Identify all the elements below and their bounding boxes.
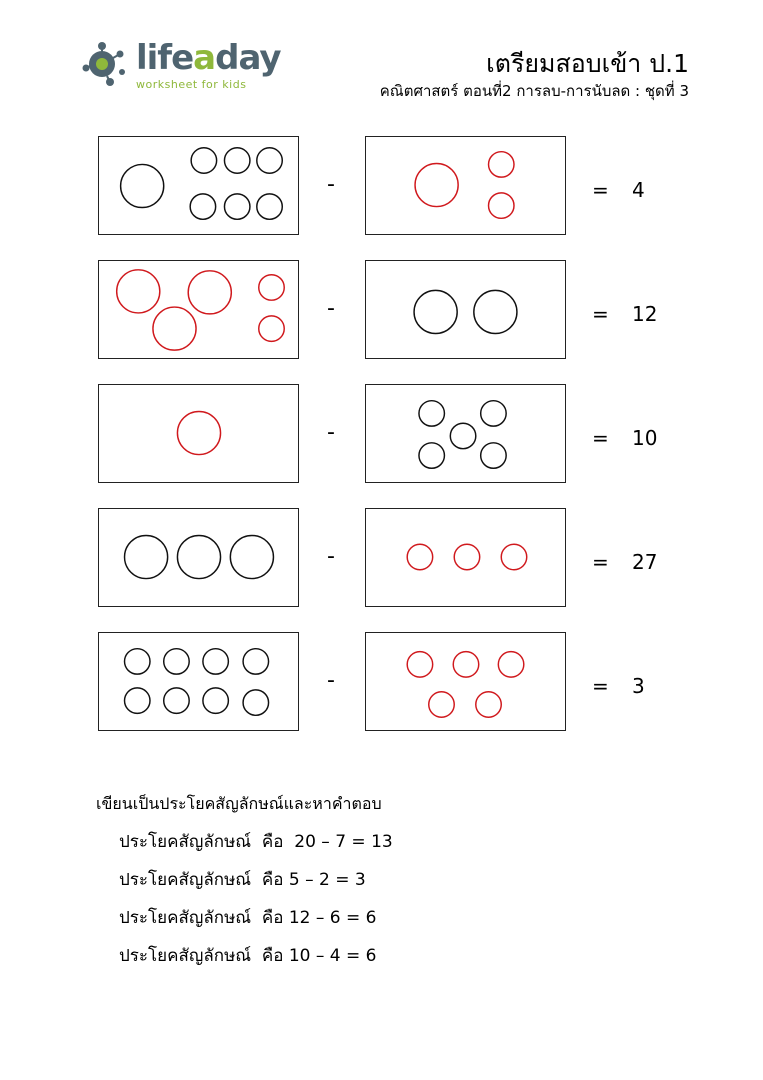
exercise-row-1 — [0, 136, 763, 238]
exercise-row-2 — [0, 260, 763, 362]
minus-sign: - — [327, 544, 335, 569]
right-circle-box — [365, 508, 566, 607]
left-circle-box — [98, 508, 299, 607]
logo-molecule-icon — [80, 38, 136, 94]
minus-sign: - — [327, 668, 335, 693]
page-subtitle: คณิตศาสตร์ ตอนที่2 การลบ-การนับลด : ชุดที่ 3 — [379, 82, 689, 100]
right-circle-box — [365, 136, 566, 235]
exercise-row-3 — [0, 384, 763, 486]
minus-sign: - — [327, 296, 335, 321]
right-circle-box — [365, 384, 566, 483]
right-circle-box — [365, 260, 566, 359]
result-value: 12 — [632, 302, 658, 326]
logo-wordmark: lifeaday — [136, 38, 281, 78]
result-value: 4 — [632, 178, 645, 202]
exercise-row-5 — [0, 632, 763, 734]
result-value: 10 — [632, 426, 658, 450]
left-circle-box — [98, 136, 299, 235]
minus-sign: - — [327, 420, 335, 445]
right-circle-box — [365, 632, 566, 731]
left-circle-box — [98, 384, 299, 483]
exercise-row-4 — [0, 508, 763, 610]
equals-sign: = — [592, 426, 609, 450]
logo-tagline: worksheet for kids — [136, 78, 247, 91]
left-circle-box — [98, 260, 299, 359]
equals-sign: = — [592, 550, 609, 574]
left-circle-box — [98, 632, 299, 731]
equals-sign: = — [592, 178, 609, 202]
equals-sign: = — [592, 302, 609, 326]
logo — [80, 36, 280, 96]
page-title: เตรียมสอบเข้า ป.1 — [486, 49, 689, 78]
sentence-1: ประโยคสัญลักษณ์ คือ 20 – 7 = 13 — [119, 832, 393, 852]
minus-sign: - — [327, 172, 335, 197]
sentence-4: ประโยคสัญลักษณ์ คือ 10 – 4 = 6 — [119, 946, 377, 966]
instructions: เขียนเป็นประโยคสัญลักษณ์และหาคำตอบ — [96, 794, 382, 813]
sentence-2: ประโยคสัญลักษณ์ คือ 5 – 2 = 3 — [119, 870, 366, 890]
equals-sign: = — [592, 674, 609, 698]
sentence-3: ประโยคสัญลักษณ์ คือ 12 – 6 = 6 — [119, 908, 377, 928]
result-value: 3 — [632, 674, 645, 698]
result-value: 27 — [632, 550, 658, 574]
